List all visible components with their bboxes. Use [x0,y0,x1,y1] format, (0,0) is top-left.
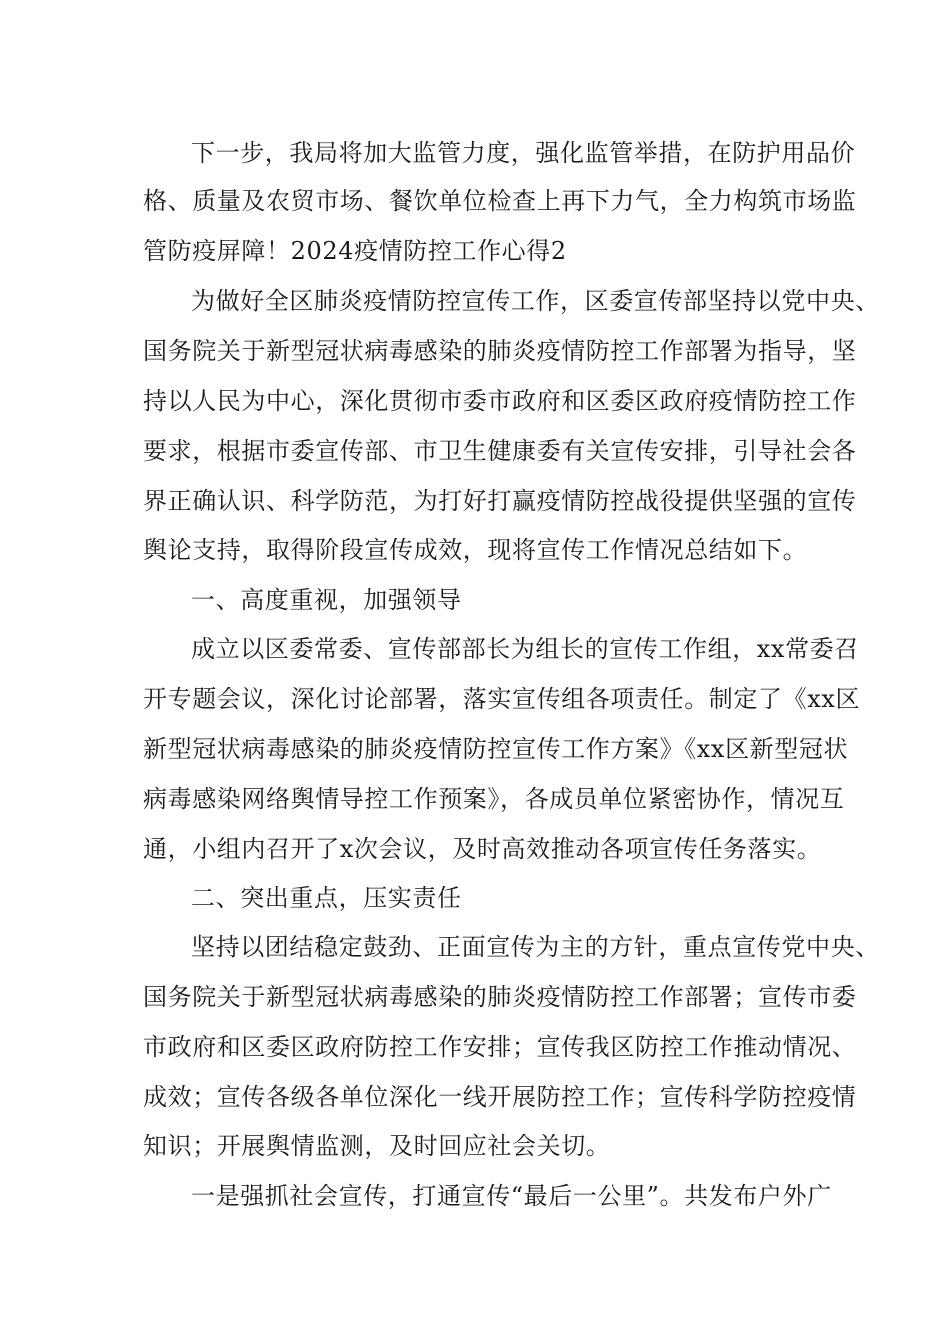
text-line: 为做好全区肺炎疫情防控宣传工作，区委宣传部坚持以党中央、 [191,287,880,315]
text-line: 界正确认识、科学防范，为打好打赢疫情防控战役提供坚强的宣传 [143,487,857,515]
text-line: 国务院关于新型冠状病毒感染的肺炎疫情防控工作部署；宣传市委 [143,983,857,1011]
section-heading: 一、高度重视，加强领导 [191,586,462,614]
text-line: 成立以区委常委、宣传部部长为组长的宣传工作组，xx常委召 [191,635,859,663]
text-line: 通，小组内召开了x次会议，及时高效推动各项宣传任务落实。 [143,835,822,863]
text-line: 成效；宣传各级各单位深化一线开展防控工作；宣传科学防控疫情 [143,1083,857,1111]
text-line: 舆论支持，取得阶段宣传成效，现将宣传工作情况总结如下。 [143,536,808,564]
text-line: 开专题会议，深化讨论部署，落实宣传组各项责任。制定了《xx区 [143,685,861,713]
section-heading: 二、突出重点，压实责任 [191,884,462,912]
text-line: 病毒感染网络舆情导控工作预案》，各成员单位紧密协作，情况互 [143,785,845,813]
text-line: 新型冠状病毒感染的肺炎疫情防控宣传工作方案》《xx区新型冠状 [143,735,849,763]
text-line: 管防疫屏障！2024疫情防控工作心得2 [143,237,567,265]
text-line: 要求，根据市委宣传部、市卫生健康委有关宣传安排，引导社会各 [143,437,857,465]
text-line: 一是强抓社会宣传，打通宣传“最后一公里”。共发布户外广 [191,1182,832,1210]
text-line: 下一步，我局将加大监管力度，强化监管举措，在防护用品价 [191,139,856,167]
text-line: 格、质量及农贸市场、餐饮单位检查上再下力气，全力构筑市场监 [143,187,857,215]
text-line: 市政府和区委区政府防控工作安排；宣传我区防控工作推动情况、 [143,1033,857,1061]
text-line: 坚持以团结稳定鼓劲、正面宣传为主的方针，重点宣传党中央、 [191,933,880,961]
text-line: 持以人民为中心，深化贯彻市委市政府和区委区政府疫情防控工作 [143,387,857,415]
text-line: 知识；开展舆情监测，及时回应社会关切。 [143,1132,611,1160]
text-line: 国务院关于新型冠状病毒感染的肺炎疫情防控工作部署为指导，坚 [143,337,857,365]
